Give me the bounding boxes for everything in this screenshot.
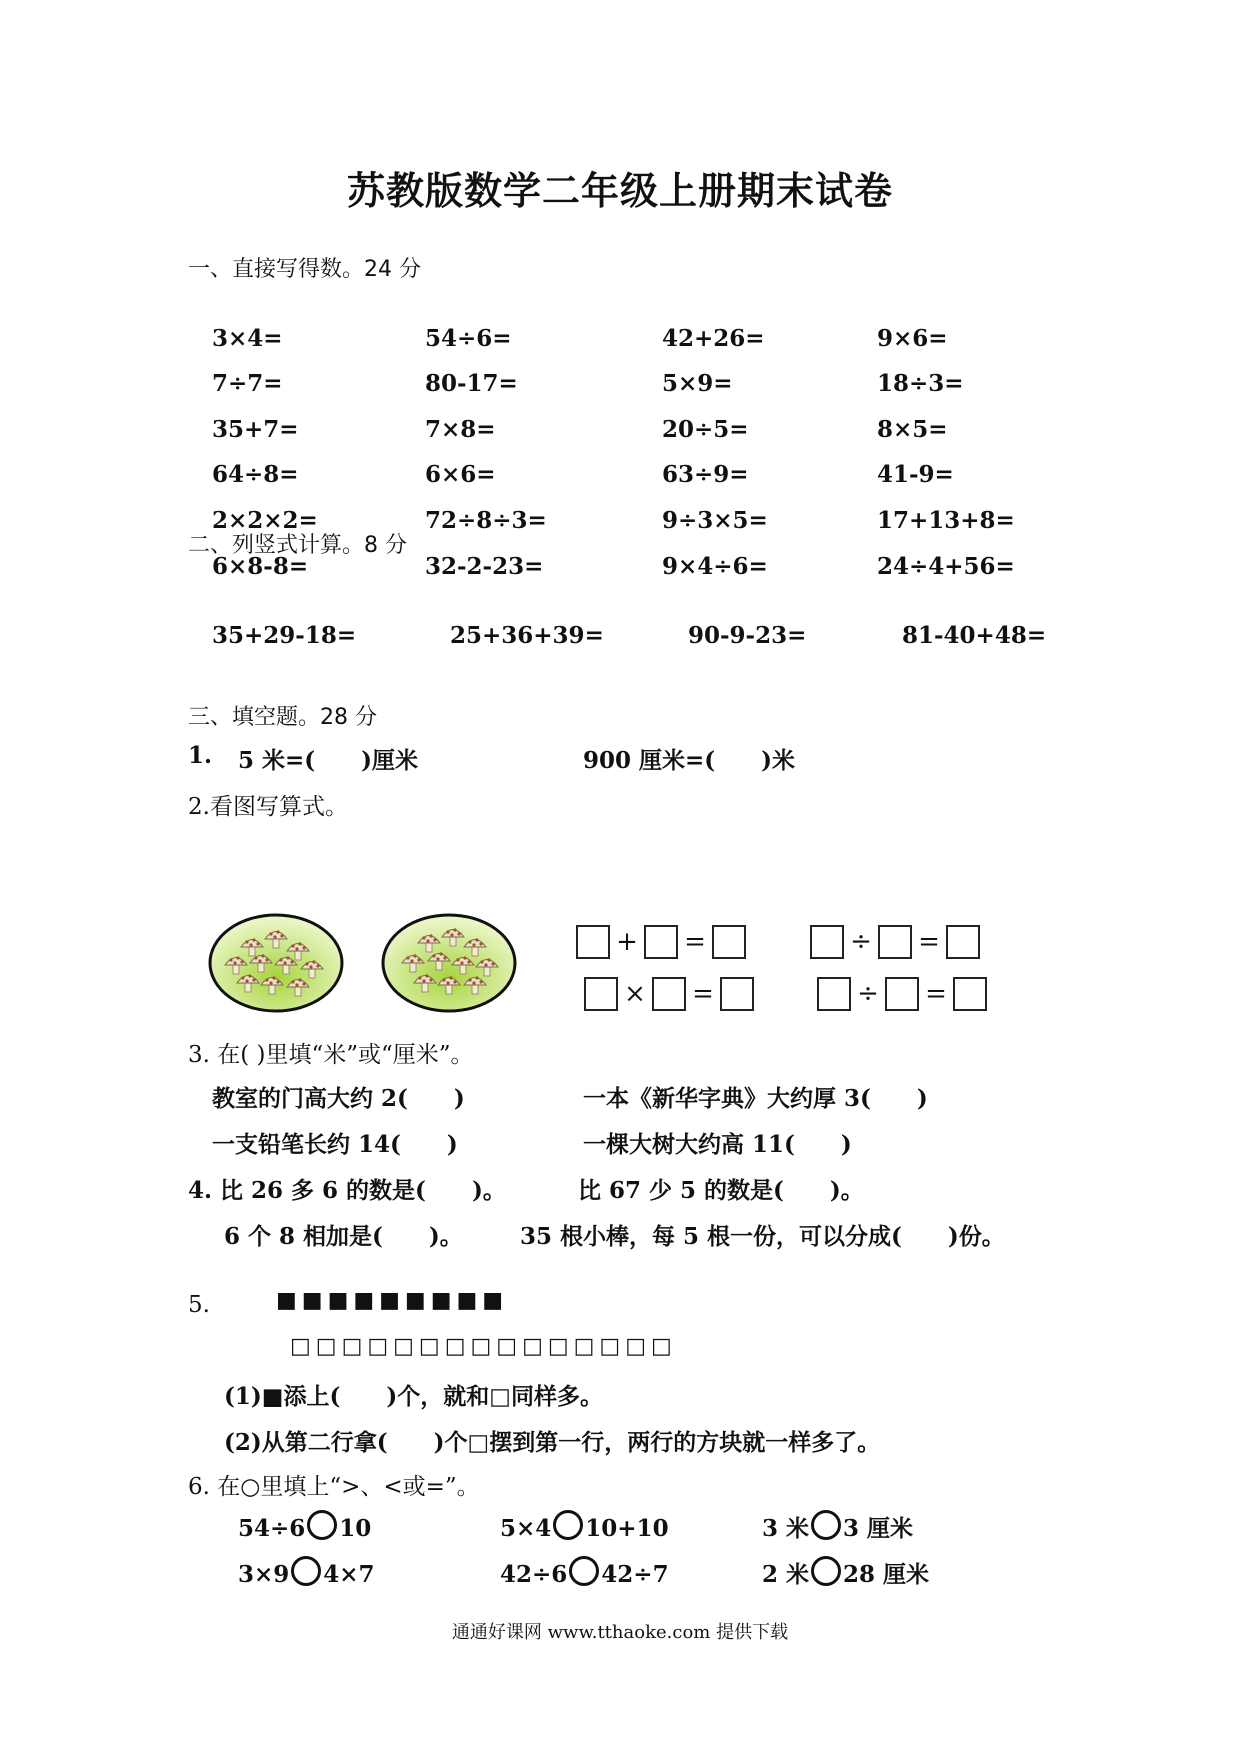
q1-a: 5 米=( )厘米 [238, 747, 419, 774]
oral-problem: 64÷8= [212, 461, 299, 488]
q3-b: 一本《新华字典》大约厚 3( ) [583, 1085, 928, 1112]
equation-divide-1: ÷ = [810, 925, 980, 959]
oral-problem: 63÷9= [662, 461, 749, 488]
oral-problem: 80-17= [425, 370, 518, 397]
answer-box[interactable] [810, 925, 844, 959]
comparison-item [762, 1510, 913, 1543]
comparison-left: 2 米 [762, 1561, 810, 1588]
oral-problem: 5×9= [662, 370, 733, 397]
equation-divide-2: ÷ = [817, 977, 987, 1011]
vertical-calc-problem: 35+29-18= [212, 622, 357, 649]
answer-box[interactable] [712, 925, 746, 959]
mushroom-picture-right [379, 912, 519, 1014]
oral-problem: 7÷7= [212, 370, 283, 397]
oral-problem: 3×4= [212, 325, 283, 352]
compare-circle[interactable] [307, 1510, 337, 1540]
oral-problem: 9÷3×5= [662, 507, 768, 534]
q3-a: 教室的门高大约 2( ) [212, 1085, 465, 1112]
oral-problem: 35+7= [212, 416, 299, 443]
compare-circle[interactable] [291, 1556, 321, 1586]
oral-problem: 42+26= [662, 325, 765, 352]
answer-box[interactable] [953, 977, 987, 1011]
oral-problem: 17+13+8= [877, 507, 1015, 534]
compare-circle[interactable] [553, 1510, 583, 1540]
section-2-heading: 二、列竖式计算。8 分 [188, 533, 407, 558]
q5-black-squares: ■■■■■■■■■ [276, 1288, 509, 1313]
answer-box[interactable] [946, 925, 980, 959]
answer-box[interactable] [720, 977, 754, 1011]
answer-box[interactable] [576, 925, 610, 959]
oral-problem: 72÷8÷3= [425, 507, 547, 534]
compare-circle[interactable] [811, 1556, 841, 1586]
q1-number: 1. [188, 742, 213, 769]
answer-box[interactable] [644, 925, 678, 959]
comparison-right: 42÷7 [601, 1561, 669, 1588]
q1-b: 900 厘米=( )米 [583, 747, 796, 774]
q5-part-1: (1)■添上( )个，就和□同样多。 [224, 1383, 603, 1410]
vertical-calc-problem: 90-9-23= [688, 622, 807, 649]
oral-problem: 7×8= [425, 416, 496, 443]
footer-credit: 通通好课网 www.tthaoke.com 提供下载 [451, 1622, 789, 1643]
comparison-item [762, 1556, 929, 1589]
oral-problem: 6×6= [425, 461, 496, 488]
oral-problem: 9×6= [877, 325, 948, 352]
comparison-left: 54÷6 [238, 1515, 306, 1542]
oral-problem: 9×4÷6= [662, 553, 768, 580]
q3-c: 一支铅笔长约 14( ) [212, 1131, 458, 1158]
answer-box[interactable] [652, 977, 686, 1011]
comparison-left: 3×9 [238, 1561, 290, 1588]
vertical-calc-problem: 25+36+39= [450, 622, 604, 649]
q5-part-2: (2)从第二行拿( )个□摆到第一行，两行的方块就一样多了。 [224, 1429, 881, 1456]
q6-text: 6. 在○里填上“>、<或=”。 [188, 1474, 480, 1500]
comparison-item [500, 1510, 669, 1542]
section-1-heading: 一、直接写得数。24 分 [188, 257, 421, 282]
comparison-item [500, 1556, 669, 1588]
compare-circle[interactable] [569, 1556, 599, 1586]
oral-problem: 6×8-8= [212, 553, 309, 580]
q2-text: 2.看图写算式。 [188, 794, 348, 820]
oral-problem: 20÷5= [662, 416, 749, 443]
q4-c: 6 个 8 相加是( )。 [224, 1223, 463, 1250]
section-3-heading: 三、填空题。28 分 [188, 705, 377, 730]
vertical-calc-problem: 81-40+48= [902, 622, 1047, 649]
answer-box[interactable] [885, 977, 919, 1011]
comparison-left: 42÷6 [500, 1561, 568, 1588]
comparison-left: 3 米 [762, 1515, 810, 1542]
answer-box[interactable] [878, 925, 912, 959]
oral-problem: 41-9= [877, 461, 954, 488]
comparison-item [238, 1556, 375, 1588]
oral-problem: 32-2-23= [425, 553, 544, 580]
q3-text: 3. 在( )里填“米”或“厘米”。 [188, 1042, 474, 1068]
q5-white-squares: □□□□□□□□□□□□□□□ [290, 1334, 677, 1359]
q5-number: 5. [188, 1292, 210, 1318]
q4-d: 35 根小棒，每 5 根一份，可以分成( )份。 [520, 1223, 1005, 1250]
oral-problem: 24÷4+56= [877, 553, 1015, 580]
comparison-item [238, 1510, 371, 1542]
equation-multiply: × = [584, 977, 754, 1011]
oral-problem: 54÷6= [425, 325, 512, 352]
answer-box[interactable] [584, 977, 618, 1011]
q4-a: 4. 比 26 多 6 的数是( )。 [188, 1177, 506, 1204]
oral-problem: 2×2×2= [212, 507, 318, 534]
equation-add: + = [576, 925, 746, 959]
comparison-right: 10+10 [585, 1515, 669, 1542]
comparison-right: 4×7 [323, 1561, 375, 1588]
q4-b: 比 67 少 5 的数是( )。 [578, 1177, 864, 1204]
mushroom-picture-left [206, 912, 346, 1014]
comparison-right: 3 厘米 [843, 1515, 914, 1542]
oral-problem: 8×5= [877, 416, 948, 443]
answer-box[interactable] [817, 977, 851, 1011]
comparison-right: 10 [339, 1515, 372, 1542]
comparison-left: 5×4 [500, 1515, 552, 1542]
q3-d: 一棵大树大约高 11( ) [583, 1131, 852, 1158]
comparison-right: 28 厘米 [843, 1561, 930, 1588]
compare-circle[interactable] [811, 1510, 841, 1540]
oral-problem: 18÷3= [877, 370, 964, 397]
page-title: 苏教版数学二年级上册期末试卷 [346, 168, 893, 213]
